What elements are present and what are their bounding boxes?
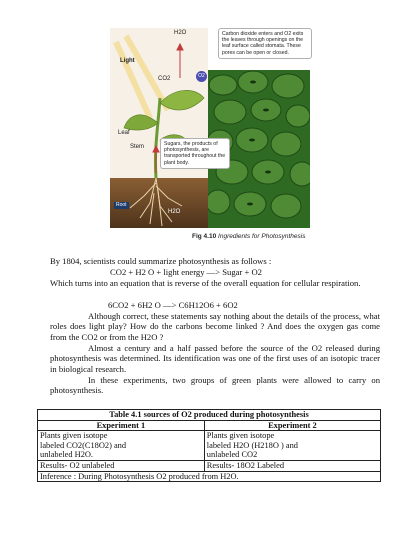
table-cell-exp1 bbox=[38, 431, 205, 461]
label-stem: Stem bbox=[130, 144, 145, 150]
label-light: Light bbox=[120, 58, 135, 64]
caption-number: Fig 4.10 bbox=[192, 233, 217, 240]
o2-badge: O2 bbox=[196, 71, 207, 82]
paragraph-2: Which turns into an equation that is reverse of the overall equation for cellular respiration. bbox=[50, 278, 361, 288]
table-cell-exp2 bbox=[204, 431, 380, 461]
leaf-right bbox=[160, 90, 204, 110]
table-result-exp2: Results- 18O2 Labeled bbox=[204, 460, 380, 471]
label-leaf: Leaf bbox=[118, 130, 130, 136]
label-h2o-bottom: H2O bbox=[168, 209, 181, 215]
equation-2: 6CO2 + 6H2 O —> C6H12O6 + 6O2 bbox=[108, 300, 238, 310]
table-header-exp1: Experiment 1 bbox=[38, 420, 205, 431]
label-root: Root bbox=[116, 202, 127, 208]
callout-sugars: Sugars, the products of photosynthesis, are transported throughout the plant body. bbox=[160, 138, 230, 169]
caption-text: Ingredients for Photosynthesis bbox=[218, 233, 306, 240]
label-h2o-top: H2O bbox=[174, 30, 187, 36]
table-inference: Inference : During Photosynthesis O2 produced from H2O. bbox=[38, 471, 381, 482]
table-oxygen-sources bbox=[37, 409, 381, 482]
plant-illustration bbox=[110, 28, 208, 228]
table-header-exp2: Experiment 2 bbox=[204, 420, 380, 431]
paragraph-4: Almost a century and a half passed before the source of the O2 released during photosynthesis was determined. Its identification was one of the first uses of an isotopic tracer in biological research. bbox=[50, 343, 380, 374]
label-co2: CO2 bbox=[158, 76, 171, 82]
exp2-line-3: unlabeled CO2 bbox=[206, 450, 258, 460]
figure-caption bbox=[192, 233, 305, 240]
exp2-line-1: Plants given isotope bbox=[206, 431, 275, 441]
leaf-left bbox=[124, 115, 158, 130]
table-title: Table 4.1 sources of O2 produced during photosynthesis bbox=[38, 410, 381, 421]
figure-photosynthesis bbox=[110, 28, 310, 228]
exp2-line-2: labeled H2O (H218O ) and bbox=[206, 440, 298, 450]
paragraph-1: By 1804, scientists could summarize photosynthesis as follows : bbox=[50, 256, 272, 266]
exp1-line-1: Plants given isotope bbox=[40, 431, 108, 441]
exp1-line-2: labeled CO2(C18O2) and bbox=[40, 440, 127, 450]
callout-stomata: Carbon dioxide enters and O2 exits the leaves through openings on the leaf surface called stomata. These pores can be open or closed. bbox=[218, 28, 312, 59]
paragraph-5: In these experiments, two groups of green plants were allowed to carry on photosynthesis. bbox=[50, 375, 380, 396]
equation-1: CO2 + H2 O + light energy —> Sugar + O2 bbox=[110, 267, 262, 277]
paragraph-3: Although correct, these statements say nothing about the details of the process, what roles does light play? How do the carbons become linked ? And does the oxygen gas come from the CO2 or from the H2O ? bbox=[50, 311, 380, 342]
exp1-line-3: unlabeled H2O. bbox=[40, 450, 94, 460]
table-result-exp1: Results- O2 unlabeled bbox=[38, 460, 205, 471]
